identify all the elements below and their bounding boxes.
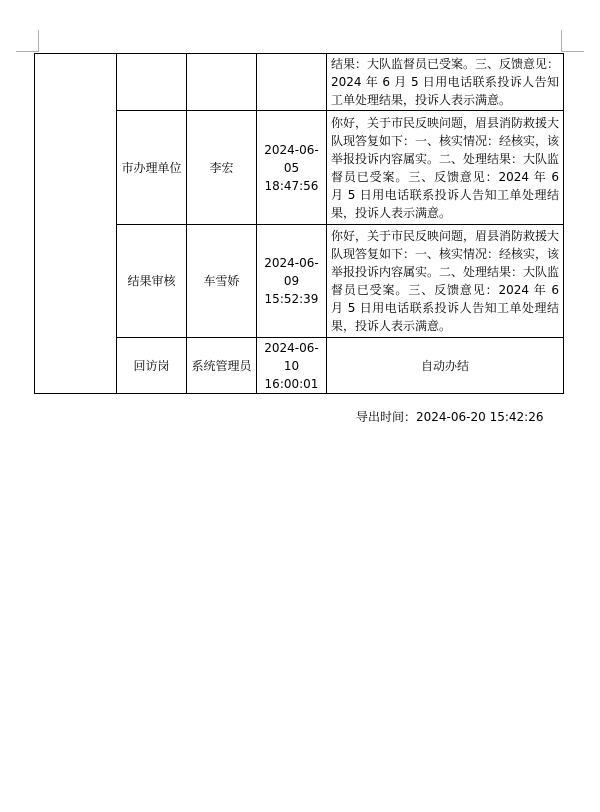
- node-cell: [117, 54, 187, 111]
- merged-left-cell: [35, 54, 117, 394]
- table-row: [35, 54, 564, 111]
- time-cell: 2024-06-09 15:52:39: [257, 225, 327, 338]
- person-cell: 系统管理员: [187, 338, 257, 394]
- time-cell: 2024-06-10 16:00:01: [257, 338, 327, 394]
- crop-mark-top-right: [562, 51, 584, 52]
- crop-mark-top-left: [16, 51, 38, 52]
- node-cell: 结果审核: [117, 225, 187, 338]
- content-cell: 你好，关于市民反映问题，眉县消防救援大队现答复如下：一、核实情况：经核实，该举报投诉内容属实。二、处理结果：大队监督员已受案。三、反馈意见：2024 年 6 月 5 日用电话联系投诉人告知工单处理结果，投诉人表示满意。: [327, 111, 564, 225]
- content-cell: 你好，关于市民反映问题，眉县消防救援大队现答复如下：一、核实情况：经核实，该举报投诉内容属实。二、处理结果：大队监督员已受案。三、反馈意见：2024 年 6 月 5 日用电话联系投诉人告知工单处理结果，投诉人表示满意。: [327, 225, 564, 338]
- crop-mark-top-right: [561, 30, 562, 52]
- node-cell: 市办理单位: [117, 111, 187, 225]
- crop-mark-top-left: [38, 30, 39, 52]
- export-time-label: 导出时间：: [356, 410, 417, 424]
- export-time-value: 2024-06-20 15:42:26: [416, 410, 544, 424]
- node-cell: 回访岗: [117, 338, 187, 394]
- process-log-table: [34, 53, 564, 394]
- person-cell: 车雪娇: [187, 225, 257, 338]
- content-cell: 自动办结: [327, 338, 564, 394]
- time-cell: [257, 54, 327, 111]
- person-cell: [187, 54, 257, 111]
- person-cell: 李宏: [187, 111, 257, 225]
- export-time: [356, 409, 543, 425]
- content-cell: 结果：大队监督员已受案。三、反馈意见：2024 年 6 月 5 日用电话联系投诉人告知工单处理结果，投诉人表示满意。: [327, 54, 564, 111]
- time-cell: 2024-06-05 18:47:56: [257, 111, 327, 225]
